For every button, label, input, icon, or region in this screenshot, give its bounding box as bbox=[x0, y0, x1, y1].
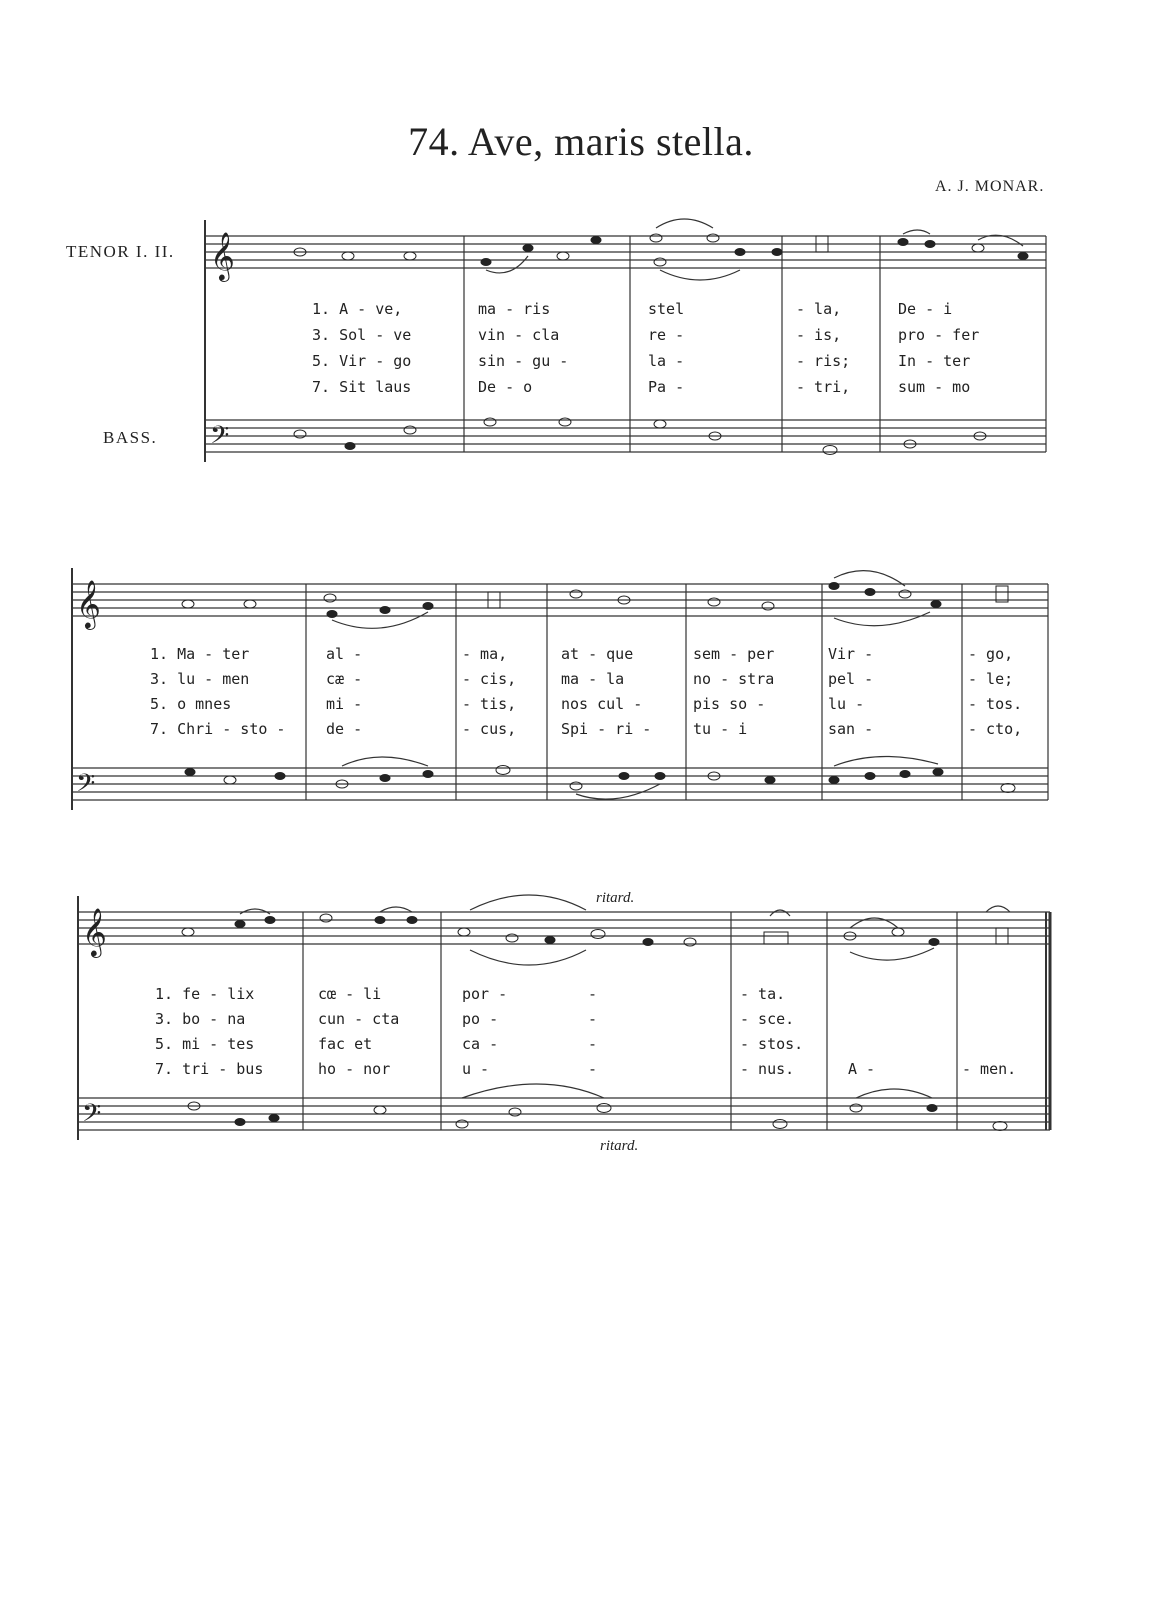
lyric: ma - la bbox=[561, 670, 625, 688]
lyric: tu - i bbox=[693, 720, 748, 738]
lyric: 5. o mnes bbox=[150, 695, 232, 713]
lyric: lu - bbox=[828, 695, 865, 713]
lyric: por - bbox=[462, 985, 508, 1003]
lyric: - stos. bbox=[740, 1035, 804, 1053]
lyric: at - que bbox=[561, 645, 634, 663]
lyric: 5. Vir - go bbox=[312, 352, 412, 370]
part-label-bass: BASS. bbox=[103, 428, 158, 447]
lyric: - le; bbox=[968, 670, 1014, 688]
lyric: re - bbox=[648, 326, 685, 344]
lyric: - go, bbox=[968, 645, 1014, 663]
page-title: 74. Ave, maris stella. bbox=[408, 119, 754, 164]
lyric: no - stra bbox=[693, 670, 775, 688]
lyric: 3. lu - men bbox=[150, 670, 250, 688]
lyric: - bbox=[588, 1060, 598, 1078]
lyric: - tos. bbox=[968, 695, 1023, 713]
lyric: 7. tri - bus bbox=[155, 1060, 264, 1078]
lyric: - cus, bbox=[462, 720, 517, 738]
lyric: de - bbox=[326, 720, 363, 738]
lyric: sum - mo bbox=[898, 378, 971, 396]
lyric: - tis, bbox=[462, 695, 517, 713]
lyric: - ris; bbox=[796, 352, 851, 370]
lyric: - men. bbox=[962, 1060, 1017, 1078]
lyric: - tri, bbox=[796, 378, 851, 396]
lyric: ho - nor bbox=[318, 1060, 391, 1078]
lyric: 3. bo - na bbox=[155, 1010, 246, 1028]
lyric: 1. fe - lix bbox=[155, 985, 255, 1003]
svg-text:𝄞: 𝄞 bbox=[210, 231, 235, 280]
lyric: stel bbox=[648, 300, 685, 318]
part-label-tenor: TENOR I. II. bbox=[66, 242, 175, 261]
lyric: A - bbox=[848, 1060, 876, 1078]
lyric: - bbox=[588, 985, 598, 1003]
lyric: cœ - li bbox=[318, 985, 382, 1003]
lyric: cun - cta bbox=[318, 1010, 400, 1028]
lyric: 1. Ma - ter bbox=[150, 645, 250, 663]
lyric: pel - bbox=[828, 670, 874, 688]
lyric: - sce. bbox=[740, 1010, 795, 1028]
lyric: mi - bbox=[326, 695, 363, 713]
composer-credit: A. J. MONAR. bbox=[935, 178, 1045, 195]
lyric: po - bbox=[462, 1010, 499, 1028]
lyric: - nus. bbox=[740, 1060, 795, 1078]
lyric: pis so - bbox=[693, 695, 766, 713]
lyric: ma - ris bbox=[478, 300, 551, 318]
svg-text:𝄢: 𝄢 bbox=[82, 1099, 102, 1134]
lyric: fac et bbox=[318, 1035, 373, 1053]
svg-text:𝄢: 𝄢 bbox=[76, 769, 96, 804]
lyric: pro - fer bbox=[898, 326, 980, 344]
lyric: - ma, bbox=[462, 645, 508, 663]
lyric: - cto, bbox=[968, 720, 1023, 738]
ritard-marking-lower: ritard. bbox=[600, 1138, 639, 1154]
lyric: - bbox=[588, 1035, 598, 1053]
lyric: 7. Chri - sto - bbox=[150, 720, 286, 738]
lyric: sem - per bbox=[693, 645, 775, 663]
lyric: - la, bbox=[796, 300, 842, 318]
svg-text:𝄢: 𝄢 bbox=[210, 421, 230, 456]
lyric: 7. Sit laus bbox=[312, 378, 412, 396]
lyric: - cis, bbox=[462, 670, 517, 688]
ritard-marking-upper: ritard. bbox=[596, 890, 635, 906]
lyric: - is, bbox=[796, 326, 842, 344]
lyric: u - bbox=[462, 1060, 490, 1078]
lyric: 5. mi - tes bbox=[155, 1035, 255, 1053]
lyric: sin - gu - bbox=[478, 352, 569, 370]
lyric: la - bbox=[648, 352, 685, 370]
lyric: nos cul - bbox=[561, 695, 643, 713]
lyric: De - o bbox=[478, 378, 533, 396]
lyric: cæ - bbox=[326, 670, 363, 688]
lyric: al - bbox=[326, 645, 363, 663]
lyric: Pa - bbox=[648, 378, 685, 396]
lyric: 1. A - ve, bbox=[312, 300, 403, 318]
lyric: ca - bbox=[462, 1035, 499, 1053]
lyric: - ta. bbox=[740, 985, 786, 1003]
svg-text:𝄞: 𝄞 bbox=[82, 907, 107, 956]
lyric: vin - cla bbox=[478, 326, 560, 344]
lyric: Spi - ri - bbox=[561, 720, 652, 738]
svg-text:𝄞: 𝄞 bbox=[76, 579, 101, 628]
lyric: In - ter bbox=[898, 352, 971, 370]
lyric: san - bbox=[828, 720, 874, 738]
lyric: Vir - bbox=[828, 645, 874, 663]
lyric: De - i bbox=[898, 300, 953, 318]
lyric: 3. Sol - ve bbox=[312, 326, 412, 344]
lyric: - bbox=[588, 1010, 598, 1028]
